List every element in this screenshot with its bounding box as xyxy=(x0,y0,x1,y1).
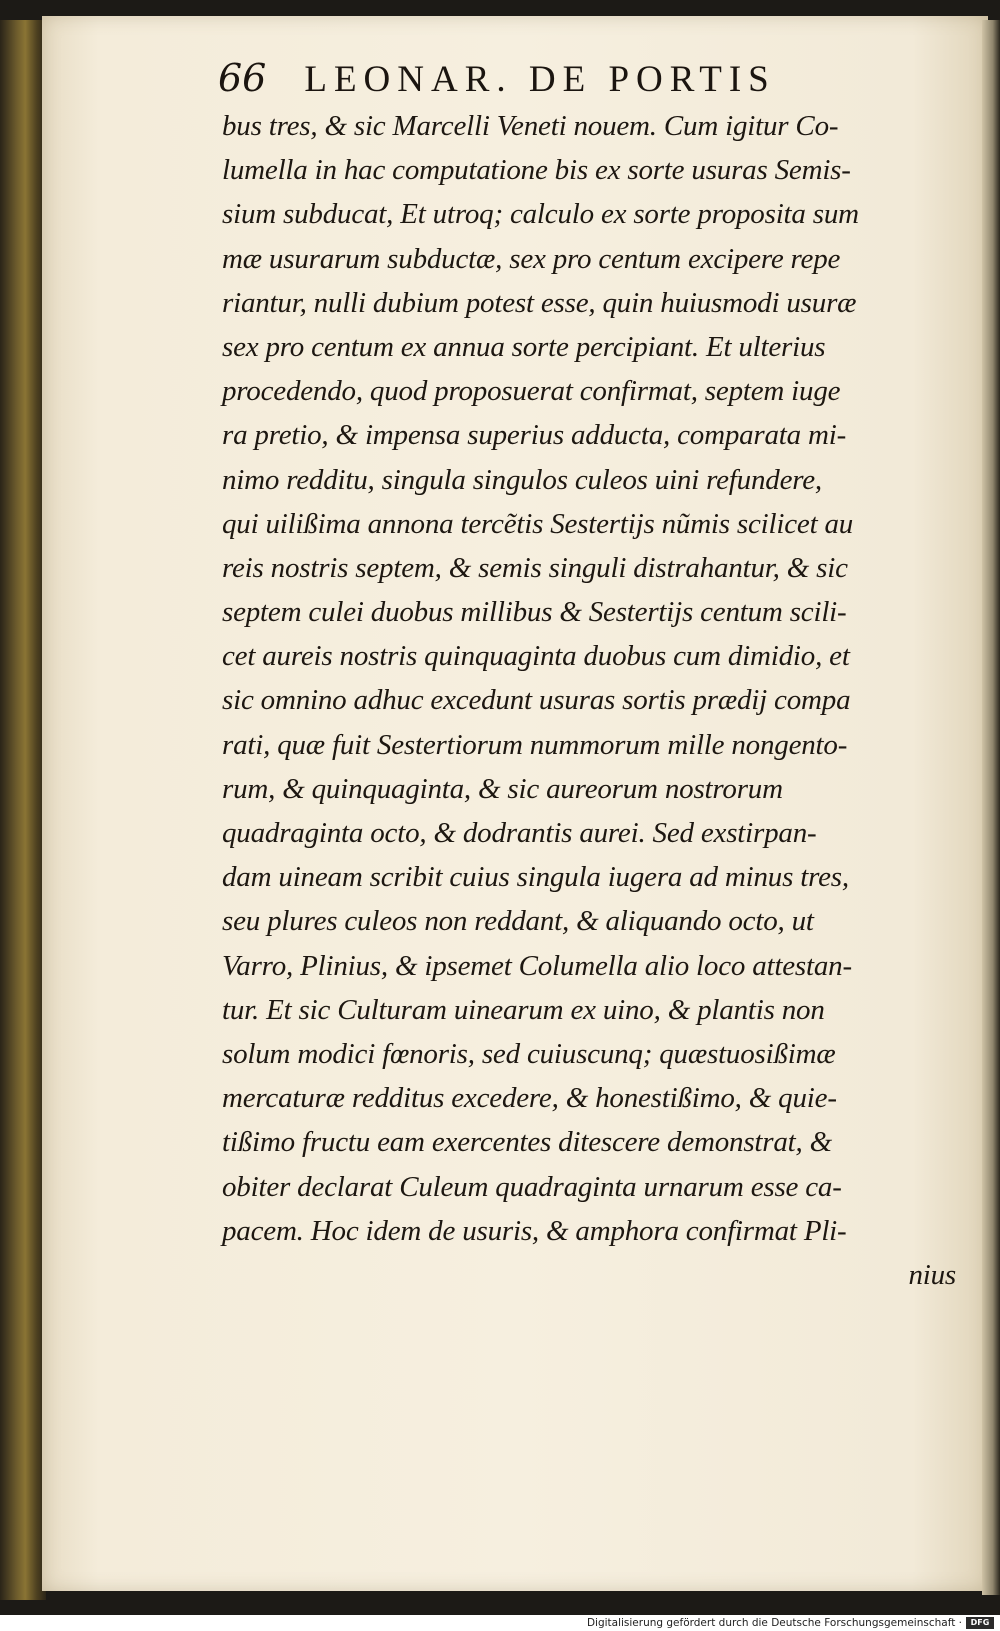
text-line: quadraginta octo, & dodrantis aurei. Sed exstirpan- xyxy=(222,817,817,849)
text-line: sic omnino adhuc excedunt usuras sortis prædij compa xyxy=(222,684,851,717)
text-line: seu plures culeos non reddant, & aliquando octo, ut xyxy=(222,905,814,938)
funding-credit: Digitalisierung gefördert durch die Deutsche Forschungsgemeinschaft · xyxy=(586,1617,962,1629)
body-text xyxy=(222,104,962,1297)
running-head: LEONAR. DE PORTIS xyxy=(304,59,776,100)
text-line: rum, & quinquaginta, & sic aureorum nostrorum xyxy=(222,772,783,805)
page-number: 66 xyxy=(218,56,267,100)
text-line: rati, quæ fuit Sestertiorum nummorum mille nongento- xyxy=(222,728,848,761)
text-line: bus tres, & sic Marcelli Veneti nouem. Cum igitur Co- xyxy=(222,110,839,142)
digitization-footer xyxy=(0,1616,1000,1631)
text-line: ra pretio, & impensa superius adducta, comparata mi- xyxy=(222,419,847,452)
text-line: pacem. Hoc idem de usuris, & amphora confirmat Pli- xyxy=(222,1214,847,1247)
text-line: riantur, nulli dubium potest esse, quin huiusmodi usuræ xyxy=(222,286,857,319)
text-line: mercaturæ redditus excedere, & honestißimo, & quie- xyxy=(222,1082,837,1115)
text-line: sium subducat, Et utroq; calculo ex sorte proposita sum xyxy=(222,198,859,231)
text-line: tißimo fructu eam exercentes ditescere demonstrat, & xyxy=(222,1126,832,1159)
text-line: Varro, Plinius, & ipsemet Columella alio loco attestan- xyxy=(222,949,852,982)
text-line: septem culei duobus millibus & Sestertijs centum scili- xyxy=(222,596,847,629)
text-line: obiter declarat Culeum quadraginta urnarum esse ca- xyxy=(222,1170,842,1203)
text-line: tur. Et sic Culturam uinearum ex uino, & plantis non xyxy=(222,993,825,1026)
text-line: cet aureis nostris quinquaginta duobus cum dimidio, et xyxy=(222,640,850,673)
text-line: nimo redditu, singula singulos culeos uini refundere, xyxy=(222,463,822,496)
catchword: nius xyxy=(908,1258,956,1291)
text-line: procedendo, quod proposuerat confirmat, septem iuge xyxy=(222,375,841,408)
text-line: mæ usurarum subductæ, sex pro centum excipere repe xyxy=(222,242,841,275)
book-spine xyxy=(0,20,46,1600)
dfg-logo-icon: DFG xyxy=(966,1617,994,1629)
text-line: qui uilißima annona tercẽtis Sestertijs nũmis scilicet au xyxy=(222,507,854,540)
text-line: solum modici fœnoris, sed cuiuscunq; quæstuosißimæ xyxy=(222,1037,836,1070)
text-line: reis nostris septem, & semis singuli distrahantur, & sic xyxy=(222,551,848,584)
page-edge-shadow xyxy=(982,20,1000,1595)
text-line: dam uineam scribit cuius singula iugera ad minus tres, xyxy=(222,861,849,894)
text-line: sex pro centum ex annua sorte percipiant. Et ulterius xyxy=(222,330,826,363)
text-line: lumella in hac computatione bis ex sorte usuras Semis- xyxy=(222,154,851,187)
